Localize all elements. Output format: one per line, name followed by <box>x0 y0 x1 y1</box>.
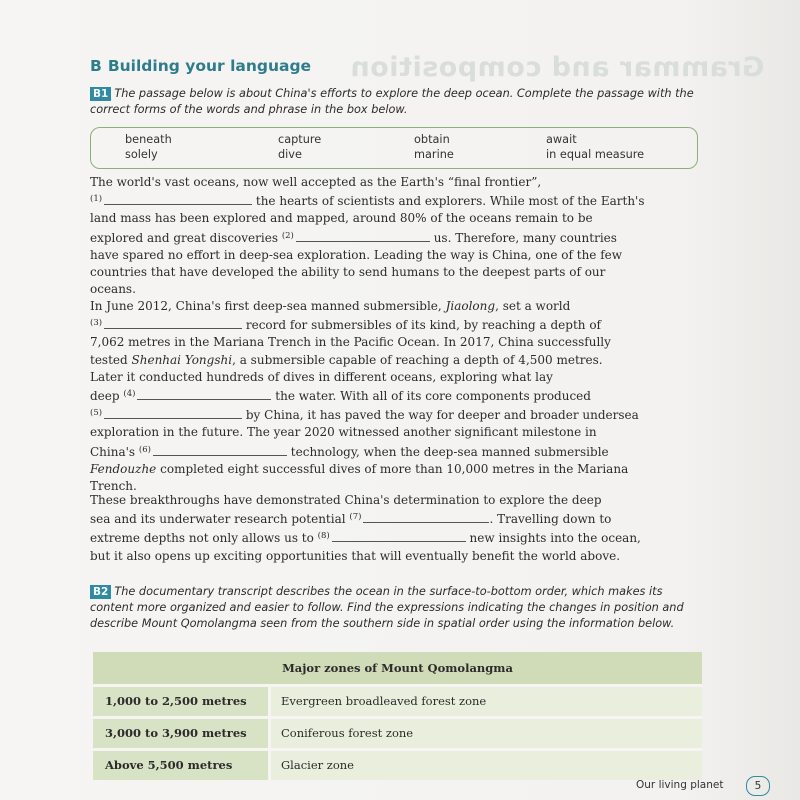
passage-text: extreme depths not only allows us to <box>90 531 314 546</box>
submersible-name: Jiaolong <box>445 299 496 313</box>
word-item: capture <box>278 133 322 146</box>
answer-blank-7[interactable] <box>363 511 489 523</box>
passage-line: exploration in the future. The year 2020 witnessed another significant milestone in <box>90 425 597 440</box>
altitude-range-cell: Above 5,500 metres <box>93 751 271 780</box>
table-row <box>93 748 702 780</box>
passage-text: deep <box>90 389 120 404</box>
blank-number: (1) <box>90 194 103 205</box>
word-item: in equal measure <box>546 148 645 161</box>
table-row <box>93 716 702 748</box>
word-item: await <box>546 133 577 146</box>
passage-paragraph-3 <box>90 492 702 565</box>
passage-line: land mass has been explored and mapped, around 80% of the oceans remain to be <box>90 211 593 226</box>
passage-line <box>90 386 702 405</box>
b1-instruction-text: The passage below is about China's efforts to explore the deep ocean. Complete the passage with the correct forms of the words and phrase in the box below. <box>90 87 694 116</box>
passage-line <box>90 509 702 528</box>
passage-line <box>90 528 702 547</box>
answer-blank-5[interactable] <box>104 407 242 419</box>
word-item: obtain <box>414 133 450 146</box>
word-item: dive <box>278 148 302 161</box>
b1-instruction <box>90 86 700 118</box>
passage-line <box>90 461 702 478</box>
passage-text: record for submersibles of its kind, by reaching a depth of <box>245 318 601 333</box>
b2-badge: B2 <box>90 585 111 599</box>
altitude-range-cell: 1,000 to 2,500 metres <box>93 687 271 716</box>
b2-instruction-text: The documentary transcript describes the ocean in the surface-to-bottom order, which makes its content more organized and easier to follow. Find the expressions indicating the changes in position and describe Mount Qomolangma seen from the southern side in spatial order using the information below. <box>90 585 684 630</box>
word-item: solely <box>125 148 158 161</box>
passage-line: have spared no effort in deep-sea exploration. Leading the way is China, one of the few <box>90 247 623 262</box>
blank-number: (2) <box>281 230 294 241</box>
blank-number: (5) <box>90 408 103 419</box>
b2-instruction <box>90 584 700 632</box>
passage-line: The world's vast oceans, now well accepted as the Earth's “final frontier”, <box>90 175 542 189</box>
word-item: marine <box>414 148 454 161</box>
blank-number: (3) <box>90 318 103 329</box>
altitude-range-cell: 3,000 to 3,900 metres <box>93 719 271 748</box>
zones-table <box>93 652 702 780</box>
blank-number: (8) <box>317 531 330 542</box>
passage-paragraph-2 <box>90 298 702 495</box>
passage-text: explored and great discoveries <box>90 230 278 245</box>
passage-line <box>90 352 702 369</box>
zone-cell: Coniferous forest zone <box>271 719 702 748</box>
passage-text: by China, it has paved the way for deeper and broader undersea <box>245 408 639 423</box>
passage-line: oceans. <box>90 282 136 297</box>
passage-text: , a submersible capable of reaching a depth of 4,500 metres. <box>232 352 603 367</box>
bleed-through-heading: Grammar and composition <box>350 52 765 83</box>
passage-text: tested <box>90 352 128 367</box>
passage-text: completed eight successful dives of more than 10,000 metres in the Mariana <box>160 461 629 476</box>
answer-blank-2[interactable] <box>296 230 430 242</box>
table-row <box>93 684 702 716</box>
passage-line <box>90 191 702 210</box>
passage-text: . Travelling down to <box>489 512 612 527</box>
passage-text: China's <box>90 444 136 459</box>
section-letter: B <box>90 57 102 75</box>
passage-line: These breakthroughs have demonstrated China's determination to explore the deep <box>90 493 602 507</box>
submersible-name: Shenhai Yongshi <box>131 352 233 367</box>
passage-text: us. Therefore, many countries <box>433 230 617 245</box>
answer-blank-6[interactable] <box>153 444 287 456</box>
passage-text: new insights into the ocean, <box>469 531 641 546</box>
passage-line: 7,062 metres in the Mariana Trench in the Pacific Ocean. In 2017, China successfully <box>90 335 611 350</box>
zone-cell: Evergreen broadleaved forest zone <box>271 687 702 716</box>
passage-line <box>90 298 702 315</box>
passage-text: sea and its underwater research potential <box>90 512 346 527</box>
word-box <box>90 127 698 169</box>
passage-paragraph-1 <box>90 174 702 298</box>
passage-text: the water. With all of its core components produced <box>275 389 591 404</box>
answer-blank-8[interactable] <box>332 530 466 542</box>
passage-line: countries that have developed the ability to send humans to the deepest parts of our <box>90 265 606 280</box>
blank-number: (4) <box>123 389 136 400</box>
submersible-name: Fendouzhe <box>90 461 157 476</box>
passage-text: In June 2012, China's first deep-sea manned submersible, <box>90 299 442 313</box>
passage-text: technology, when the deep-sea manned submersible <box>290 444 609 459</box>
unit-title: Our living planet <box>636 779 724 791</box>
word-item: beneath <box>125 133 172 146</box>
passage-line <box>90 442 702 461</box>
passage-line <box>90 315 702 334</box>
section-title-text: Building your language <box>107 57 312 75</box>
page-number: 5 <box>746 776 770 796</box>
blank-number: (7) <box>349 512 362 523</box>
answer-blank-3[interactable] <box>104 317 242 329</box>
answer-blank-1[interactable] <box>104 193 252 205</box>
passage-line <box>90 405 702 424</box>
passage-text: the hearts of scientists and explorers. While most of the Earth's <box>255 194 645 209</box>
passage-line: Trench. <box>90 479 137 494</box>
blank-number: (6) <box>138 444 151 455</box>
table-title: Major zones of Mount Qomolangma <box>93 652 702 684</box>
section-heading <box>90 57 311 75</box>
passage-text: , set a world <box>495 299 571 313</box>
zone-cell: Glacier zone <box>271 751 702 780</box>
answer-blank-4[interactable] <box>137 388 271 400</box>
b1-badge: B1 <box>90 87 111 101</box>
passage-line: Later it conducted hundreds of dives in different oceans, exploring what lay <box>90 369 553 384</box>
passage-line: but it also opens up exciting opportunities that will eventually benefit the world above. <box>90 548 621 563</box>
passage-line <box>90 228 702 247</box>
